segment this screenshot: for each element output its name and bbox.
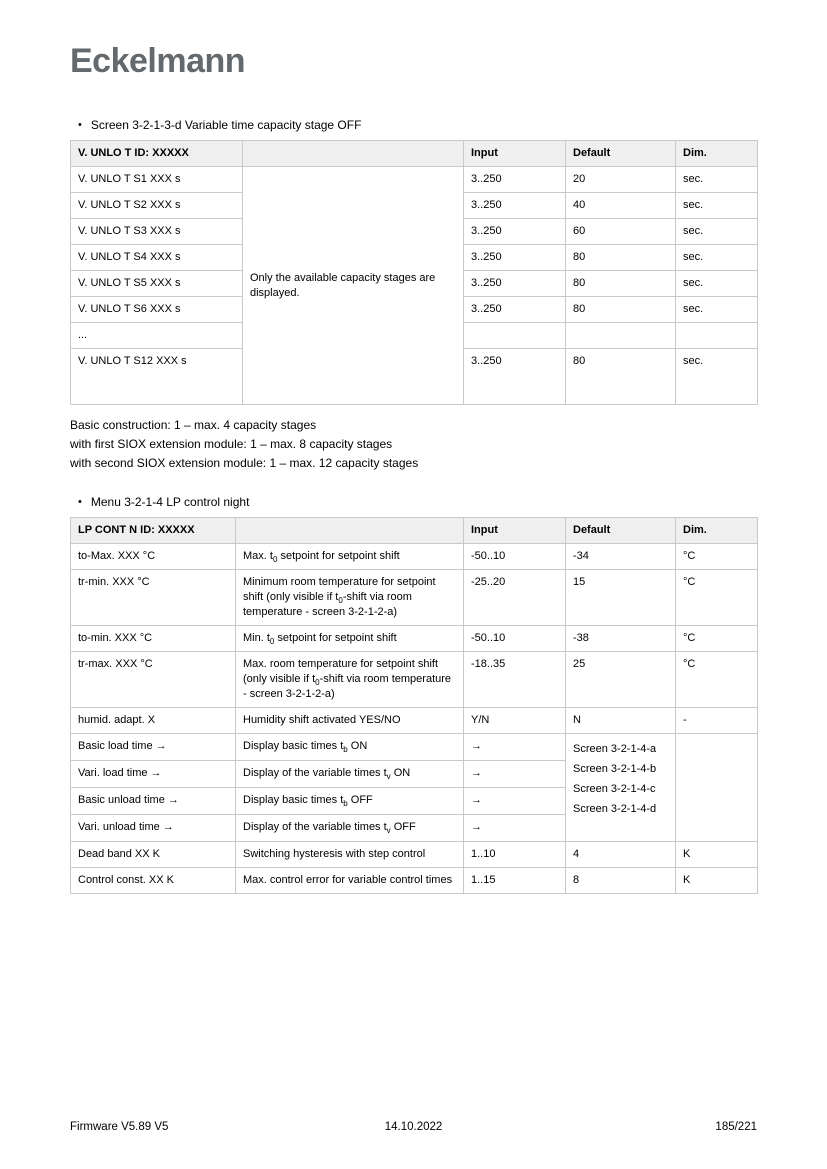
default-cell: -34 bbox=[566, 544, 676, 570]
default-cell: 15 bbox=[566, 570, 676, 626]
default-cell: 80 bbox=[566, 245, 676, 271]
default-cell bbox=[566, 323, 676, 349]
dim-cell: °C bbox=[676, 570, 758, 626]
dim-cell: sec. bbox=[676, 271, 758, 297]
dim-cell: sec. bbox=[676, 219, 758, 245]
header-cell-default: Default bbox=[566, 518, 676, 544]
input-cell: -18..35 bbox=[464, 652, 566, 708]
param-desc-cell: Max. room temperature for setpoint shift (only visible if $t_0$-shift via room temperature - screen 3-2-1-2-a) bbox=[236, 652, 464, 708]
input-cell: → bbox=[464, 761, 566, 788]
header-cell-default: Default bbox=[566, 141, 676, 167]
input-cell: → bbox=[464, 815, 566, 842]
page-footer bbox=[70, 1121, 757, 1133]
param-name-cell: Basic load time → bbox=[71, 734, 236, 761]
param-name-cell: tr-max. XXX °C bbox=[71, 652, 236, 708]
table-row bbox=[71, 544, 758, 570]
param-desc-cell: Minimum room temperature for setpoint shift (only visible if $t_0$-shift via room temperature - screen 3-2-1-2-a) bbox=[236, 570, 464, 626]
header-cell-dim: Dim. bbox=[676, 141, 758, 167]
table-row bbox=[71, 708, 758, 734]
input-cell: -50..10 bbox=[464, 626, 566, 652]
input-cell: Y/N bbox=[464, 708, 566, 734]
screen-ref: Screen 3-2-1-4-c bbox=[573, 783, 656, 795]
table-row bbox=[71, 167, 758, 193]
eckelmann-logo: Eckelmann bbox=[70, 42, 246, 80]
section-title-lp-control-night bbox=[78, 494, 827, 510]
input-cell: -25..20 bbox=[464, 570, 566, 626]
table-note-cell: Only the available capacity stages are displayed. bbox=[243, 167, 464, 405]
table-header-row bbox=[71, 518, 758, 544]
param-desc-cell: Display basic times $t_b$ ON bbox=[236, 734, 464, 761]
header-cell-dim: Dim. bbox=[676, 518, 758, 544]
table-row bbox=[71, 842, 758, 868]
param-name-cell: V. UNLO T S5 XXX s bbox=[71, 271, 243, 297]
param-desc-cell: Humidity shift activated YES/NO bbox=[236, 708, 464, 734]
table-row bbox=[71, 652, 758, 708]
table-row bbox=[71, 626, 758, 652]
param-name-cell: Dead band XX K bbox=[71, 842, 236, 868]
param-name-cell: Vari. load time → bbox=[71, 761, 236, 788]
default-cell: 60 bbox=[566, 219, 676, 245]
header-cell-input: Input bbox=[464, 141, 566, 167]
dim-cell: K bbox=[676, 868, 758, 894]
input-cell: 3..250 bbox=[464, 167, 566, 193]
dim-cell: °C bbox=[676, 652, 758, 708]
input-cell: 3..250 bbox=[464, 219, 566, 245]
param-desc-cell: Min. $t_0$ setpoint for setpoint shift bbox=[236, 626, 464, 652]
dim-cell bbox=[676, 734, 758, 842]
input-cell: 3..250 bbox=[464, 297, 566, 323]
dim-cell: sec. bbox=[676, 167, 758, 193]
screen-ref: Screen 3-2-1-4-d bbox=[573, 803, 657, 815]
footer-date: 14.10.2022 bbox=[384, 1121, 443, 1133]
param-name-cell: V. UNLO T S6 XXX s bbox=[71, 297, 243, 323]
param-name-cell: V. UNLO T S4 XXX s bbox=[71, 245, 243, 271]
param-name-cell: tr-min. XXX °C bbox=[71, 570, 236, 626]
section-title-text: Screen 3-2-1-3-d Variable time capacity stage OFF bbox=[90, 118, 362, 132]
paragraph-line: with second SIOX extension module: 1 – max. 12 capacity stages bbox=[70, 456, 419, 470]
paragraph-line: Basic construction: 1 – max. 4 capacity stages bbox=[70, 418, 317, 432]
param-name-cell: V. UNLO T S1 XXX s bbox=[71, 167, 243, 193]
default-cell: -38 bbox=[566, 626, 676, 652]
table-row bbox=[71, 868, 758, 894]
bullet-icon: • bbox=[78, 496, 82, 508]
param-name-cell: to-min. XXX °C bbox=[71, 626, 236, 652]
screen-ref: Screen 3-2-1-4-b bbox=[573, 763, 657, 775]
dim-cell: °C bbox=[676, 544, 758, 570]
input-cell: 3..250 bbox=[464, 271, 566, 297]
dim-cell: - bbox=[676, 708, 758, 734]
paragraph-line: with first SIOX extension module: 1 – max. 8 capacity stages bbox=[70, 437, 393, 451]
param-desc-cell: Display basic times $t_b$ OFF bbox=[236, 788, 464, 815]
footer-firmware-version: Firmware V5.89 V5 bbox=[70, 1121, 169, 1133]
param-desc-cell: Switching hysteresis with step control bbox=[236, 842, 464, 868]
param-name-cell: V. UNLO T S12 XXX s bbox=[71, 349, 243, 405]
param-name-cell: humid. adapt. X bbox=[71, 708, 236, 734]
dim-cell: K bbox=[676, 842, 758, 868]
default-cell: 80 bbox=[566, 349, 676, 405]
param-name-cell: V. UNLO T S3 XXX s bbox=[71, 219, 243, 245]
input-cell: → bbox=[464, 734, 566, 761]
input-cell: → bbox=[464, 788, 566, 815]
dim-cell: sec. bbox=[676, 349, 758, 405]
param-desc-cell: Max. control error for variable control times bbox=[236, 868, 464, 894]
param-name-cell: Vari. unload time → bbox=[71, 815, 236, 842]
param-desc-cell: Max. $t_0$ setpoint for setpoint shift bbox=[236, 544, 464, 570]
footer-page-number: 185/221 bbox=[715, 1121, 757, 1133]
dim-cell: sec. bbox=[676, 193, 758, 219]
input-cell: 1..10 bbox=[464, 842, 566, 868]
input-cell: 3..250 bbox=[464, 193, 566, 219]
dim-cell: sec. bbox=[676, 245, 758, 271]
param-name-cell: ... bbox=[71, 323, 243, 349]
table-header-row bbox=[71, 141, 758, 167]
param-desc-cell: Display of the variable times $t_v$ ON bbox=[236, 761, 464, 788]
param-desc-cell: Display of the variable times $t_v$ OFF bbox=[236, 815, 464, 842]
default-cell: 80 bbox=[566, 297, 676, 323]
dim-cell: sec. bbox=[676, 297, 758, 323]
screens-list-cell bbox=[566, 734, 676, 842]
table-row bbox=[71, 734, 758, 761]
header-cell-empty bbox=[236, 518, 464, 544]
table-variable-time-capacity-off bbox=[70, 140, 758, 405]
capacity-stages-paragraph bbox=[70, 416, 827, 473]
param-name-cell: to-Max. XXX °C bbox=[71, 544, 236, 570]
input-cell: 3..250 bbox=[464, 245, 566, 271]
section-title-text: Menu 3-2-1-4 LP control night bbox=[90, 495, 250, 509]
section-title-variable-time bbox=[78, 117, 827, 133]
default-cell: 8 bbox=[566, 868, 676, 894]
default-cell: 40 bbox=[566, 193, 676, 219]
screen-ref: Screen 3-2-1-4-a bbox=[573, 743, 657, 755]
table-row bbox=[71, 570, 758, 626]
param-name-cell: V. UNLO T S2 XXX s bbox=[71, 193, 243, 219]
table-lp-control-night bbox=[70, 517, 758, 894]
param-name-cell: Basic unload time → bbox=[71, 788, 236, 815]
input-cell: 1..15 bbox=[464, 868, 566, 894]
header-cell-id: V. UNLO T ID: XXXXX bbox=[71, 141, 243, 167]
input-cell: 3..250 bbox=[464, 349, 566, 405]
default-cell: 4 bbox=[566, 842, 676, 868]
default-cell: 80 bbox=[566, 271, 676, 297]
default-cell: N bbox=[566, 708, 676, 734]
dim-cell: °C bbox=[676, 626, 758, 652]
header-cell-empty bbox=[243, 141, 464, 167]
header-cell-id: LP CONT N ID: XXXXX bbox=[71, 518, 236, 544]
dim-cell bbox=[676, 323, 758, 349]
input-cell bbox=[464, 323, 566, 349]
bullet-icon: • bbox=[78, 119, 82, 131]
default-cell: 25 bbox=[566, 652, 676, 708]
header-cell-input: Input bbox=[464, 518, 566, 544]
input-cell: -50..10 bbox=[464, 544, 566, 570]
default-cell: 20 bbox=[566, 167, 676, 193]
param-name-cell: Control const. XX K bbox=[71, 868, 236, 894]
